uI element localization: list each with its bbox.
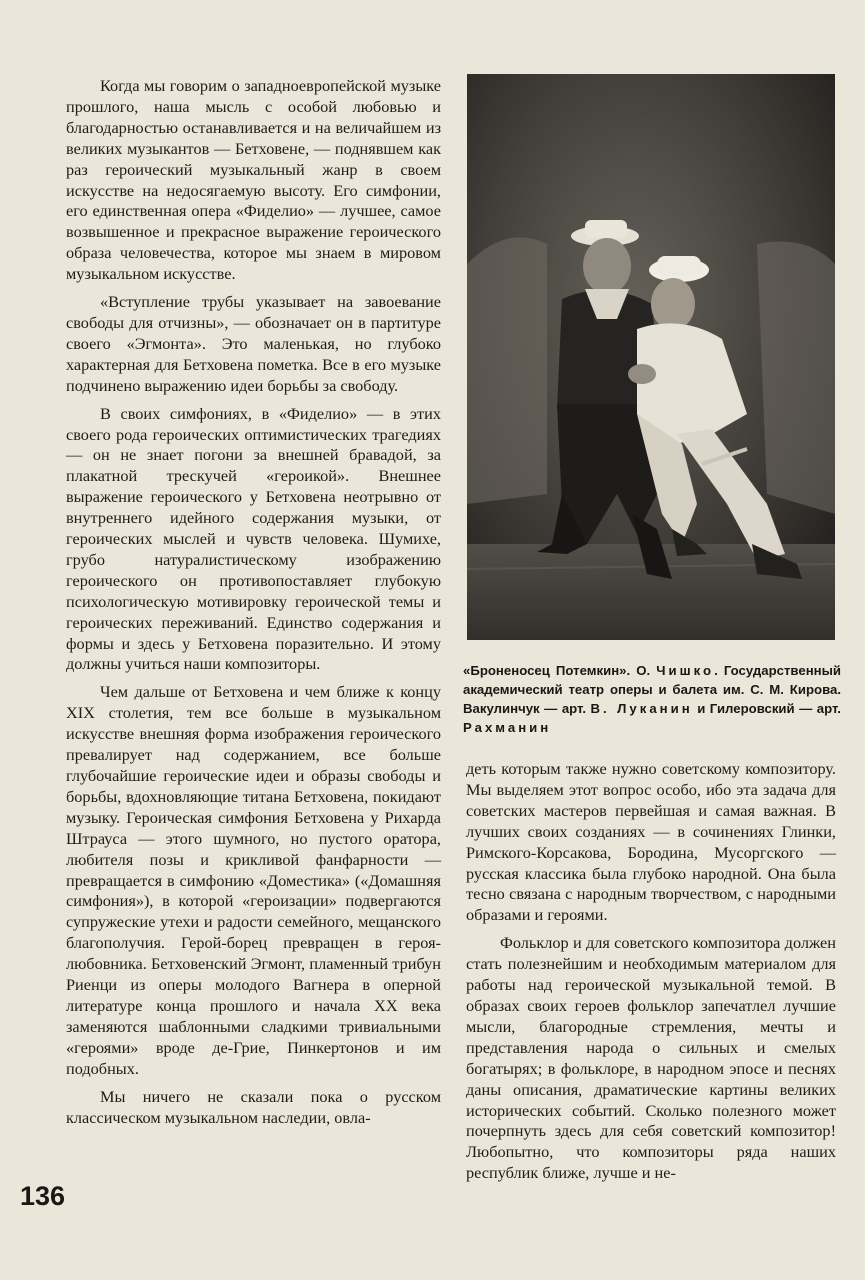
caption-part-1: «Броненосец Потемкин». О.: [463, 663, 657, 678]
paragraph-2: «Вступление трубы указывает на завоевание свободы для отчизны», — обозначает он в партитуре своего «Эгмонта». Это маленькая, но глубоко характерная для Бетховена пометка. Все в его музыке подчинено выражению идеи борьбы за свободу.: [66, 292, 441, 395]
paragraph-4: Чем дальше от Бетховена и чем ближе к концу XIX столетия, тем все больше в музыкальном искусстве внешняя форма изображения героического превалирует над содержанием, все больше глубочайшие героические идеи и образы свободы и борьбы, вдохновляющие титана Бетховена, покидают музыку. Героическая симфония Бетховена у Рихарда Штрауса — этого шумного, но пустого оратора, любителя позы и крикливой фанфарности — превращается в симфонию «Доместика» («Домашняя симфония»), в которой «героизации» подвергаются супружеские утехи и радости семейного, мещанского благополучия. Герой-борец превращен в героя-любовника. Бетховенский Эгмонт, пламенный трибун Риенци из оперы молодого Вагнера в оперной литературе конца прошлого и начала XX века заменяются шаблонными сладкими тривиальными «героями» вроде де-Грие, Пинкертонов и им подобных.: [66, 682, 441, 1078]
paragraph-5: Мы ничего не сказали пока о русском классическом музыкальном наследии, овла-: [66, 1086, 441, 1127]
page-number: 136: [20, 1181, 66, 1211]
paragraph-6: деть которым также нужно советскому композитору. Мы выделяем этот вопрос особо, ибо эта задача для советских мастеров первейшая и самая важная. В лучших своих созданиях — в сочинениях Глинки, Римского-Корсакова, Бородина, Мусоргского — русская классика была глубоко народной. Она была тесно связана с народным творчеством, с народными образами и героями.: [466, 759, 836, 925]
paragraph-7: Фольклор и для советского композитора должен стать полезнейшим и необходимым материалом для работы над героической музыкальной темой. В образах своих героев фольклор запечатлел лучшие мысли, благородные стремления, мечты и представления народа о сильных и смелых богатырях; в фольклоре, в народном эпосе и песнях даны описания, драматические картины великих исторических событий. Сколько полезного может почерпнуть здесь для себя советский композитор! Любопытно, что композиторы ряда наших республик ближе, лучше и не-: [466, 933, 836, 1183]
stage-photo-illustration: [467, 74, 835, 640]
caption-text: [463, 661, 841, 737]
caption-part-2: . Государственный академический театр оперы и балета им. С. М. Кирова. Вакулинчук — арт.: [463, 663, 841, 716]
caption-artist-1: В. Луканин: [590, 701, 693, 716]
stage-photograph: [467, 74, 835, 640]
paragraph-1: Когда мы говорим о западноевропейской музыке прошлого, наша мысль с особой любовью и благодарностью останавливается и на величайшем из великих музыкантов — Бетховене, — поднявшем как раз героический музыкальный жанр в своем искусстве на недосягаемую высоту. Его симфонии, его единственная опера «Фиделио» — лучшее, самое возвышенное и прекрасное выражение героического образа человечества, которое мы знаем в мировом музыкальном искусстве.: [66, 76, 441, 284]
left-text-column: [66, 76, 441, 1128]
caption-composer: Чишко: [656, 663, 715, 678]
right-text-column: [466, 759, 836, 1184]
caption-part-3: и Гилеровский — арт.: [692, 701, 841, 716]
caption-artist-2: Рахманин: [463, 720, 552, 735]
photo-caption: [463, 661, 841, 737]
paragraph-3: В своих симфониях, в «Фиделио» — в этих своего рода героических оптимистических трагедиях — он не знает погони за внешней бравадой, за плакатной трескучей «героикой». Внешнее выражение героического у Бетховена неотрывно от внутреннего идейного содержания музыки, от героических мыслей и чувств человека. Шумихе, грубо натуралистическому изображению героического он противопоставляет глубокую психологическую мотивировку героической темы и героических переживаний. Единство содержания и формы и здесь у Бетховена поразительно. И этому должны учиться наши композиторы.: [66, 403, 441, 674]
